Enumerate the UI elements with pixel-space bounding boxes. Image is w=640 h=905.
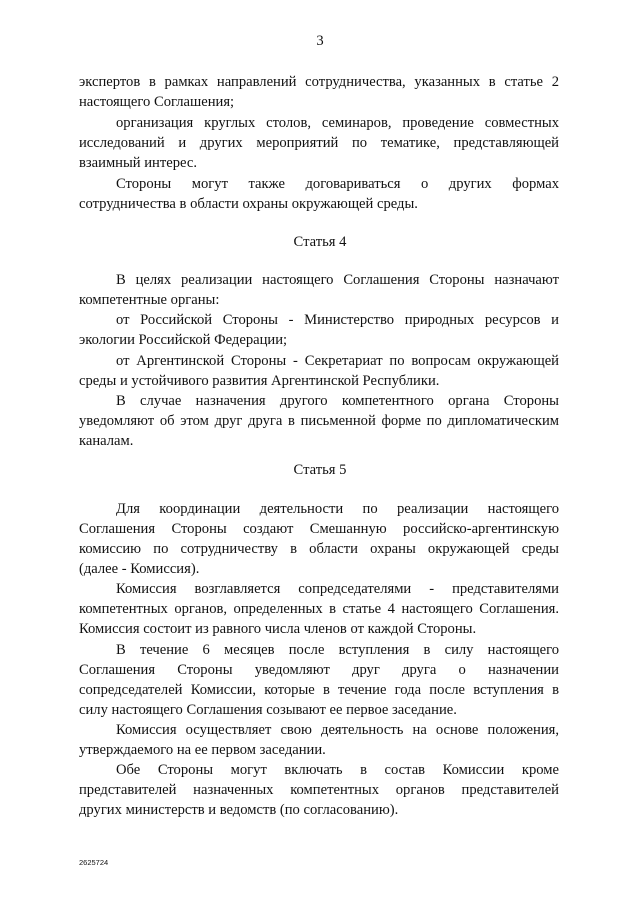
text-line: представителей назначенных компетентных органов представителей bbox=[79, 782, 559, 798]
text-line: других министерств и ведомств (по согласованию). bbox=[79, 802, 399, 818]
text-line: В целях реализации настоящего Соглашения Стороны назначают bbox=[116, 272, 559, 288]
document-code: 2625724 bbox=[79, 858, 109, 867]
text-line: среды и устойчивого развития Аргентинской Республики. bbox=[79, 373, 440, 389]
text-line: исследований и других мероприятий по тематике, представляющей bbox=[79, 135, 559, 151]
text-line: экологии Российской Федерации; bbox=[79, 332, 288, 348]
text-line: В случае назначения другого компетентного органа Стороны bbox=[116, 393, 559, 409]
text-line: утверждаемого на ее первом заседании. bbox=[79, 742, 326, 758]
text-line: (далее - Комиссия). bbox=[79, 561, 200, 577]
text-line: уведомляют об этом друг друга в письменной форме по дипломатическим bbox=[79, 413, 559, 429]
text-line: компетентные органы: bbox=[79, 292, 220, 308]
text-line: каналам. bbox=[79, 433, 134, 449]
text-line: от Аргентинской Стороны - Секретариат по вопросам окружающей bbox=[116, 353, 559, 369]
text-line: организация круглых столов, семинаров, проведение совместных bbox=[116, 115, 559, 131]
text-line: Стороны могут также договариваться о других формах bbox=[116, 176, 559, 192]
text-line: от Российской Стороны - Министерство природных ресурсов и bbox=[116, 312, 559, 328]
text-line: Комиссия состоит из равного числа членов от каждой Стороны. bbox=[79, 621, 477, 637]
text-line: сопредседателей Комиссии, которые в течение года после вступления в bbox=[79, 682, 559, 698]
article-4-heading: Статья 4 bbox=[293, 234, 347, 250]
article-5-heading: Статья 5 bbox=[293, 462, 347, 478]
text-line: Комиссия возглавляется сопредседателями - представителями bbox=[116, 581, 559, 597]
text-line: сотрудничества в области охраны окружающей среды. bbox=[79, 196, 418, 212]
text-line: экспертов в рамках направлений сотрудничества, указанных в статье 2 bbox=[79, 74, 559, 90]
text-line: Соглашения Стороны создают Смешанную российско-аргентинскую bbox=[79, 521, 559, 537]
text-line: силу настоящего Соглашения созывают ее первое заседание. bbox=[79, 702, 457, 718]
text-line: Обе Стороны могут включать в состав Комиссии кроме bbox=[116, 762, 559, 778]
text-line: компетентных органов, определенных в статье 4 настоящего Соглашения. bbox=[79, 601, 559, 617]
text-line: Для координации деятельности по реализации настоящего bbox=[116, 501, 559, 517]
text-line: настоящего Соглашения; bbox=[79, 94, 235, 110]
text-line: Комиссия осуществляет свою деятельность на основе положения, bbox=[116, 722, 559, 738]
text-line: взаимный интерес. bbox=[79, 155, 197, 171]
text-line: комиссию по сотрудничеству в области охраны окружающей среды bbox=[79, 541, 559, 557]
text-line: Соглашения Стороны уведомляют друг друга о назначении bbox=[79, 662, 559, 678]
text-line: В течение 6 месяцев после вступления в силу настоящего bbox=[116, 642, 559, 658]
page-number: 3 bbox=[316, 33, 324, 49]
